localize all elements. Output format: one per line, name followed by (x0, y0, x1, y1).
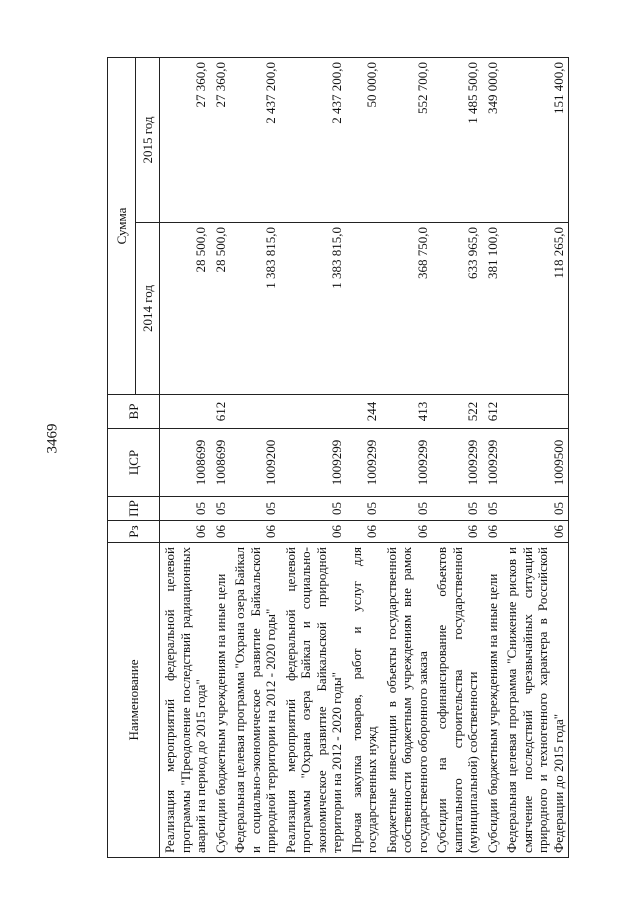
row-name: Федеральная целевая программа "Снижение рисков и смягчение последствий чрезвычайных ситуаций природного и техногенного характера в Российской Федерации до 2015 года" (502, 543, 569, 858)
table-row (432, 58, 483, 858)
row-csr: 1009299 (281, 429, 347, 497)
header-year-2014: 2014 год (136, 223, 160, 395)
page-number: 3469 (44, 423, 61, 454)
row-csr: 1009299 (382, 429, 433, 497)
row-rz: 06 (382, 521, 433, 543)
row-pr: 05 (502, 497, 569, 521)
row-pr: 05 (432, 497, 483, 521)
table-row (281, 58, 347, 858)
row-name: Субсидии бюджетным учреждениям на иные цели (483, 543, 503, 858)
table-row (160, 58, 211, 858)
row-vr: 612 (483, 395, 503, 429)
row-name: Федеральная целевая программа "Охрана озера Байкал и социально-экономическое развитие Байкальской природной территории на 2012 - 2020 годы" (230, 543, 281, 858)
row-pr: 05 (382, 497, 433, 521)
row-name: Реализация мероприятий федеральной целевой программы "Охрана озера Байкал и социально-экономическое развитие Байкальской природной территории на 2012 - 2020 годы" (281, 543, 347, 858)
row-rz: 06 (432, 521, 483, 543)
row-csr: 1009299 (483, 429, 503, 497)
row-rz: 06 (211, 521, 231, 543)
row-rz: 06 (502, 521, 569, 543)
row-csr: 1008699 (211, 429, 231, 497)
row-sum-2015: 552 700,0 (382, 58, 433, 223)
row-sum-2015: 151 400,0 (502, 58, 569, 223)
row-pr: 05 (160, 497, 211, 521)
table-row (347, 58, 382, 858)
header-rz: Рз (108, 521, 160, 543)
header-pr: ПР (108, 497, 160, 521)
row-name: Субсидии бюджетным учреждениям на иные цели (211, 543, 231, 858)
table-row (483, 58, 503, 858)
rotated-table-container (107, 58, 592, 858)
table-row (211, 58, 231, 858)
header-vr: ВР (108, 395, 160, 429)
row-sum-2014: 28 500,0 (160, 223, 211, 395)
table-row (502, 58, 569, 858)
header-year-2015: 2015 год (136, 58, 160, 223)
row-vr: 612 (211, 395, 231, 429)
row-vr (502, 395, 569, 429)
row-csr: 1009299 (347, 429, 382, 497)
row-sum-2014: 633 965,0 (432, 223, 483, 395)
budget-table-page (107, 58, 592, 858)
row-sum-2014: 1 383 815,0 (281, 223, 347, 395)
row-pr: 05 (230, 497, 281, 521)
row-sum-2014: 118 265,0 (502, 223, 569, 395)
row-csr: 1009200 (230, 429, 281, 497)
row-pr: 05 (281, 497, 347, 521)
row-sum-2015: 2 437 200,0 (230, 58, 281, 223)
row-rz: 06 (347, 521, 382, 543)
table-row (382, 58, 433, 858)
row-vr: 413 (382, 395, 433, 429)
header-csr: ЦСР (108, 429, 160, 497)
row-sum-2015: 27 360,0 (211, 58, 231, 223)
row-vr: 522 (432, 395, 483, 429)
row-name: Прочая закупка товаров, работ и услуг для государственных нужд (347, 543, 382, 858)
row-vr (230, 395, 281, 429)
row-pr: 05 (347, 497, 382, 521)
row-rz: 06 (281, 521, 347, 543)
row-rz: 06 (230, 521, 281, 543)
row-vr (160, 395, 211, 429)
row-rz: 06 (483, 521, 503, 543)
row-sum-2015: 50 000,0 (347, 58, 382, 223)
header-sum: Сумма (108, 58, 136, 395)
row-sum-2014: 28 500,0 (211, 223, 231, 395)
row-name: Реализация мероприятий федеральной целевой программы "Преодоление последствий радиационных аварий на период до 2015 года" (160, 543, 211, 858)
header-name: Наименование (108, 543, 160, 858)
row-name: Субсидии на софинансирование объектов капитального строительства государственной (муниципальной) собственности (432, 543, 483, 858)
row-rz: 06 (160, 521, 211, 543)
budget-table (107, 57, 569, 858)
row-vr (281, 395, 347, 429)
row-csr: 1008699 (160, 429, 211, 497)
row-pr: 05 (483, 497, 503, 521)
row-sum-2015: 2 437 200,0 (281, 58, 347, 223)
row-sum-2014: 381 100,0 (483, 223, 503, 395)
row-sum-2014: 1 383 815,0 (230, 223, 281, 395)
row-csr: 1009299 (432, 429, 483, 497)
row-sum-2015: 1 485 500,0 (432, 58, 483, 223)
row-sum-2014: 368 750,0 (382, 223, 433, 395)
row-vr: 244 (347, 395, 382, 429)
row-csr: 1009500 (502, 429, 569, 497)
row-sum-2015: 27 360,0 (160, 58, 211, 223)
table-row (230, 58, 281, 858)
row-name: Бюджетные инвестиции в объекты государственной собственности бюджетным учреждениям вне рамок государственного оборонного заказа (382, 543, 433, 858)
row-pr: 05 (211, 497, 231, 521)
row-sum-2015: 349 000,0 (483, 58, 503, 223)
row-sum-2014 (347, 223, 382, 395)
